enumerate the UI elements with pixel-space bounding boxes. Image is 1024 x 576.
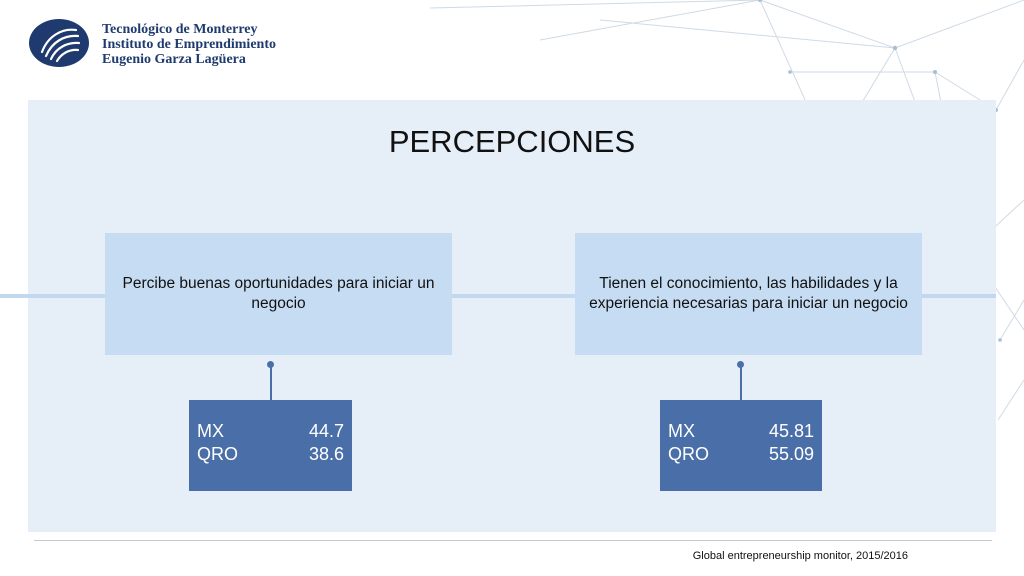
connector-left [28, 294, 106, 298]
footer-divider [34, 540, 992, 541]
stat-region: QRO [668, 444, 710, 464]
stat-row [668, 443, 814, 466]
perception-box-2 [575, 233, 922, 355]
stats-box-1 [189, 400, 352, 491]
connector-right [922, 294, 996, 298]
perception-box-1 [105, 233, 452, 355]
stat-region: QRO [197, 444, 239, 464]
stats-box-2 [660, 400, 822, 491]
stat-region: MX [668, 421, 695, 441]
stat-value: 45.81 [768, 421, 814, 441]
stat-row [197, 420, 344, 443]
brand-line-1: Tecnológico de Monterrey [102, 22, 258, 37]
perception-label-2: Tienen el conocimiento, las habilidades y la experiencia necesarias para iniciar un negocio [589, 275, 908, 312]
stat-value: 55.09 [768, 444, 814, 464]
perception-label-1: Percibe buenas oportunidades para iniciar un negocio [122, 275, 435, 312]
connector-stem-2 [740, 366, 742, 400]
stat-value: 44.7 [308, 421, 344, 441]
stat-region: MX [197, 421, 224, 441]
source-citation: Global entrepreneurship monitor, 2015/2016 [692, 550, 908, 562]
connector-middle [452, 294, 576, 298]
connector-stem-1 [270, 366, 272, 400]
stat-value: 38.6 [308, 444, 344, 464]
stat-row [197, 443, 344, 466]
tec-logo [28, 18, 90, 68]
brand-line-3: Eugenio Garza Lagüera [102, 52, 246, 67]
stat-row [668, 420, 814, 443]
brand-line-2: Instituto de Emprendimiento [102, 37, 276, 52]
institution-name [102, 22, 276, 67]
slide-title: PERCEPCIONES [388, 124, 636, 159]
